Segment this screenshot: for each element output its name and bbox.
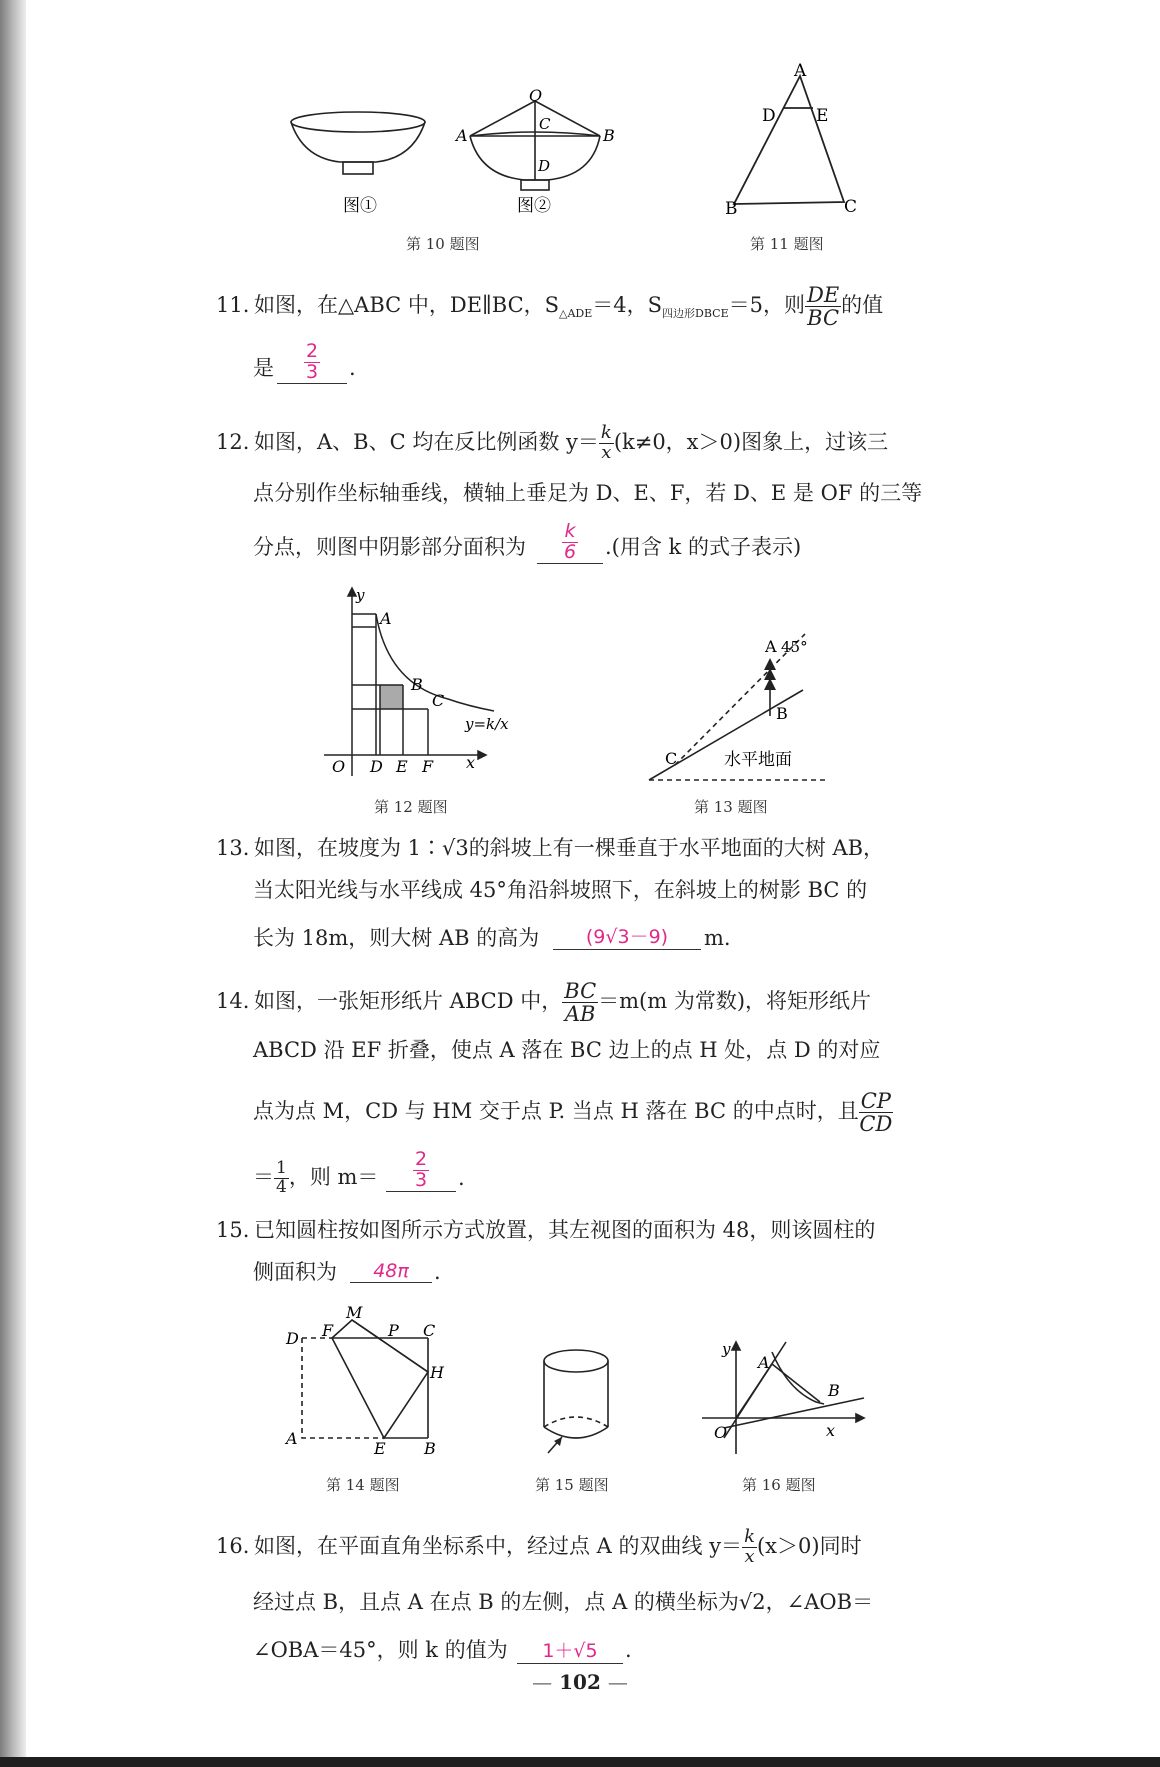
curve-label: y=k/x — [465, 715, 509, 733]
label-f: F — [322, 1321, 334, 1340]
fraction-numerator: BC — [564, 979, 597, 1003]
question-text: 如图，在△ABC 中，DE∥BC，S — [254, 293, 560, 318]
figure-15-caption: 第 15 题图 — [535, 1476, 609, 1494]
axis-label-x: x — [826, 1421, 836, 1440]
label-d: D — [538, 157, 551, 175]
question-16-line-3 — [253, 1636, 508, 1664]
question-text: 点为点 M，CD 与 HM 交于点 P. 当点 H 落在 BC 的中点时，且 — [253, 1099, 859, 1124]
origin-label: O — [714, 1423, 728, 1442]
figure-13-caption: 第 13 题图 — [694, 798, 768, 816]
question-text: . — [349, 356, 356, 380]
label-c: C — [665, 749, 678, 768]
fraction-numerator: k — [600, 422, 612, 443]
question-16-line-2: 经过点 B，且点 A 在点 B 的左侧，点 A 的横坐标为√2，∠AOB＝ — [253, 1590, 874, 1614]
answer-fraction — [562, 522, 577, 563]
question-text: ，则 m＝ — [288, 1164, 379, 1189]
page-number-dash: — — [532, 1670, 553, 1694]
origin-label: O — [332, 757, 346, 776]
fraction-1-4 — [274, 1160, 289, 1197]
question-number: 12. — [216, 429, 250, 454]
fraction-cp-cd — [859, 1090, 893, 1135]
answer-12 — [537, 522, 603, 564]
label-e: E — [396, 757, 408, 776]
label-o: O — [529, 88, 543, 105]
label-b: B — [776, 704, 788, 723]
label-e: E — [374, 1439, 386, 1458]
question-13-line-2: 当太阳光线与水平线成 45°角沿斜坡照下，在斜坡上的树影 BC 的 — [253, 878, 868, 902]
label-b: B — [828, 1381, 840, 1400]
label-f: F — [422, 757, 434, 776]
label-h: H — [430, 1363, 444, 1382]
label-e: E — [816, 106, 829, 126]
fraction-numerator: CP — [860, 1089, 891, 1113]
question-text: ＝ — [253, 1164, 274, 1189]
fraction-k-x — [599, 424, 614, 463]
label-a: A — [380, 609, 392, 628]
question-text: (k≠0，x＞0)图象上，过该三 — [613, 429, 889, 454]
axis-label-y: y — [722, 1340, 731, 1358]
question-text: 长为 18m，则大树 AB 的高为 — [253, 926, 540, 950]
fraction-denominator: 3 — [414, 1168, 428, 1191]
question-12-line-2: 点分别作坐标轴垂线，横轴上垂足为 D、E、F，若 D、E 是 OF 的三等 — [253, 481, 923, 505]
fraction-numerator: 2 — [414, 1148, 428, 1170]
label-a: A — [456, 126, 468, 145]
question-text: .(用含 k 的式子表示) — [605, 535, 802, 559]
question-14-end — [458, 1164, 465, 1192]
question-13 — [216, 834, 884, 862]
figure-15 — [540, 1345, 620, 1455]
fraction-denominator: 4 — [276, 1176, 287, 1197]
subfigure-2-label: 图② — [517, 196, 551, 216]
subscript-ade: △ADE — [559, 307, 593, 321]
question-text: 如图，A、B、C 均在反比例函数 y＝ — [254, 429, 599, 454]
question-number: 15. — [216, 1218, 250, 1242]
label-b: B — [725, 199, 738, 219]
label-d: D — [286, 1329, 299, 1348]
label-m: M — [346, 1303, 363, 1322]
label-b: B — [411, 675, 423, 694]
label-d: D — [762, 106, 776, 126]
angle-label: 45° — [781, 638, 808, 656]
question-text: 侧面积为 — [253, 1260, 337, 1284]
question-11-line-2 — [253, 354, 274, 382]
question-text: ＝m(m 为常数)，将矩形纸片 — [598, 989, 872, 1014]
question-text: . — [434, 1260, 441, 1284]
fraction-denominator: 3 — [305, 360, 319, 383]
question-11 — [216, 284, 883, 329]
label-a: A — [765, 637, 777, 656]
page-number-value: 102 — [559, 1670, 601, 1694]
axis-label-y: y — [356, 586, 365, 604]
question-text: . — [625, 1638, 632, 1662]
label-c: C — [423, 1321, 436, 1340]
question-12-end — [605, 533, 801, 561]
question-11-end — [349, 354, 356, 382]
label-c: C — [844, 197, 858, 217]
question-13-line-3 — [253, 924, 539, 952]
question-16-end — [625, 1636, 632, 1664]
subscript-dbce: 四边形DBCE — [662, 307, 729, 321]
figure-14 — [282, 1300, 452, 1460]
figure-10-caption: 第 10 题图 — [406, 235, 480, 253]
question-13-end — [704, 924, 731, 952]
fraction-de-bc — [805, 284, 841, 329]
fraction-numerator: k — [564, 520, 576, 542]
figure-16-caption: 第 16 题图 — [742, 1476, 816, 1494]
question-text: m. — [704, 926, 731, 950]
figure-12 — [318, 584, 518, 784]
fraction-bc-ab — [562, 980, 598, 1025]
figure-11 — [720, 62, 870, 222]
question-text: 如图，在平面直角坐标系中，经过点 A 的双曲线 y＝ — [254, 1533, 743, 1558]
subfigure-1-label: 图① — [343, 196, 377, 216]
question-15 — [216, 1216, 875, 1244]
figure-11-caption: 第 11 题图 — [750, 235, 824, 253]
bottom-bar — [0, 1757, 1160, 1767]
question-number: 16. — [216, 1533, 250, 1558]
label-a: A — [758, 1353, 770, 1372]
page-number-dash: — — [607, 1670, 628, 1694]
ground-label: 水平地面 — [724, 750, 792, 770]
label-b: B — [603, 126, 615, 145]
figure-16 — [700, 1338, 870, 1458]
answer-fraction — [413, 1150, 429, 1191]
question-text: . — [458, 1166, 465, 1190]
fraction-numerator: k — [744, 1526, 755, 1547]
question-text: ＝4，S — [592, 293, 663, 318]
label-b: B — [424, 1439, 436, 1458]
question-14 — [216, 980, 871, 1025]
figure-12-caption: 第 12 题图 — [374, 798, 448, 816]
question-text: 分点，则图中阴影部分面积为 — [253, 535, 526, 559]
figure-10 — [285, 88, 615, 223]
fraction-denominator: x — [601, 441, 612, 463]
page-number — [520, 1670, 640, 1694]
question-text: 如图，一张矩形纸片 ABCD 中， — [254, 989, 563, 1014]
answer-14 — [386, 1150, 456, 1192]
question-text: 如图，在坡度为 1∶√3的斜坡上有一棵垂直于水平地面的大树 AB， — [254, 836, 885, 860]
question-text: ＝5，则 — [728, 293, 805, 318]
answer-15: 48π — [350, 1260, 432, 1283]
question-15-end — [434, 1258, 441, 1286]
question-text: (x＞0)同时 — [756, 1533, 862, 1558]
answer-13: (9√3－9) — [553, 922, 701, 950]
answer-11 — [277, 342, 347, 384]
question-12-line-3 — [253, 533, 526, 561]
label-c: C — [432, 691, 445, 710]
axis-label-x: x — [466, 753, 476, 772]
question-number: 14. — [216, 989, 250, 1014]
figure-13 — [645, 630, 835, 785]
label-c: C — [539, 115, 551, 133]
figure-14-caption: 第 14 题图 — [326, 1476, 400, 1494]
fraction-numerator: 2 — [305, 340, 319, 362]
label-a: A — [794, 62, 807, 81]
question-14-line-4 — [253, 1160, 378, 1197]
question-number: 11. — [216, 293, 250, 318]
question-15-line-2 — [253, 1258, 337, 1286]
page-edge-shadow — [0, 0, 26, 1767]
question-text: 是 — [253, 356, 274, 380]
fraction-k-x — [742, 1528, 757, 1567]
label-p: P — [388, 1321, 399, 1340]
question-14-line-3 — [253, 1090, 893, 1135]
label-a: A — [286, 1429, 298, 1448]
fraction-denominator: 6 — [563, 540, 577, 563]
fraction-denominator: CD — [859, 1112, 893, 1137]
question-14-line-2: ABCD 沿 EF 折叠，使点 A 落在 BC 边上的点 H 处，点 D 的对应 — [253, 1038, 881, 1062]
fraction-denominator: x — [744, 1545, 755, 1567]
fraction-denominator: AB — [564, 1002, 596, 1027]
question-text: 的值 — [841, 293, 884, 318]
answer-fraction — [304, 342, 320, 383]
label-d: D — [370, 757, 383, 776]
question-12 — [216, 424, 888, 463]
answer-16: 1＋√5 — [517, 1636, 623, 1664]
question-text: 已知圆柱按如图所示方式放置，其左视图的面积为 48，则该圆柱的 — [254, 1218, 876, 1242]
fraction-numerator: DE — [806, 283, 840, 307]
fraction-numerator: 1 — [276, 1158, 287, 1178]
question-16 — [216, 1528, 862, 1567]
question-number: 13. — [216, 836, 250, 860]
question-text: ∠OBA＝45°，则 k 的值为 — [253, 1638, 508, 1662]
fraction-denominator: BC — [807, 306, 840, 331]
